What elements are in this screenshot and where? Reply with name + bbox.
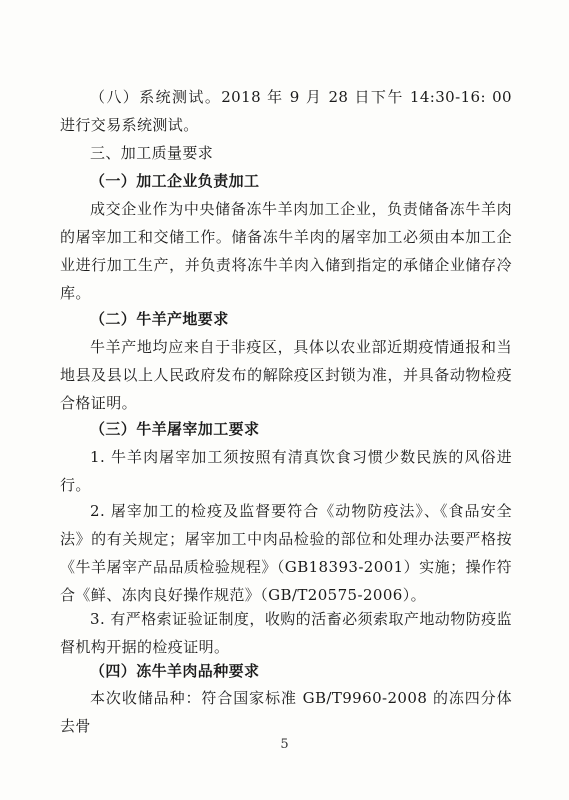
sub2-paragraph: 牛羊产地均应来自于非疫区，具体以农业部近期疫情通报和当地县及县以上人民政府发布的解除疫区封锁为准，并具备动物检疫合格证明。 [60,338,512,412]
sub3-item-2: 2. 屠宰加工的检疫及监督要符合《动物防疫法》、《食品安全法》的有关规定；屠宰加工中肉品检验的部位和处理办法要严格按《牛羊屠宰产品品质检验规程》（GB18393-2001）实施；操作符合《鲜、冻肉良好操作规范》（GB/T20575-2006）。 [60,502,512,604]
sub3-item-1: 1. 牛羊肉屠宰加工须按照有清真饮食习惯少数民族的风俗进行。 [60,448,512,494]
section-three-heading: 三、加工质量要求 [90,144,214,162]
sub1-paragraph: 成交企业作为中央储备冻牛羊肉加工企业，负责储备冻牛羊肉的屠宰加工和交储工作。储备冻牛羊肉的屠宰加工必须由本加工企业进行加工生产，并负责将冻牛羊肉入储到指定的承储企业储存冷库。 [60,200,512,302]
page-number: 5 [280,737,289,752]
sub3-item-3: 3. 有严格索证验证制度，收购的活畜必须索取产地动物防疫监督机构开据的检疫证明。 [60,610,512,656]
sub4-heading: （四）冻牛羊肉品种要求 [90,662,260,680]
system-test-paragraph: （八）系统测试。2018 年 9 月 28 日下午 14:30-16: 00 进行交易系统测试。 [60,88,512,134]
sub1-heading: （一）加工企业负责加工 [90,172,260,190]
sub4-paragraph: 本次收储品种：符合国家标准 GB/T9960-2008 的冻四分体去骨 [60,689,512,735]
sub3-heading: （三）牛羊屠宰加工要求 [90,420,260,438]
sub2-heading: （二）牛羊产地要求 [90,310,229,328]
